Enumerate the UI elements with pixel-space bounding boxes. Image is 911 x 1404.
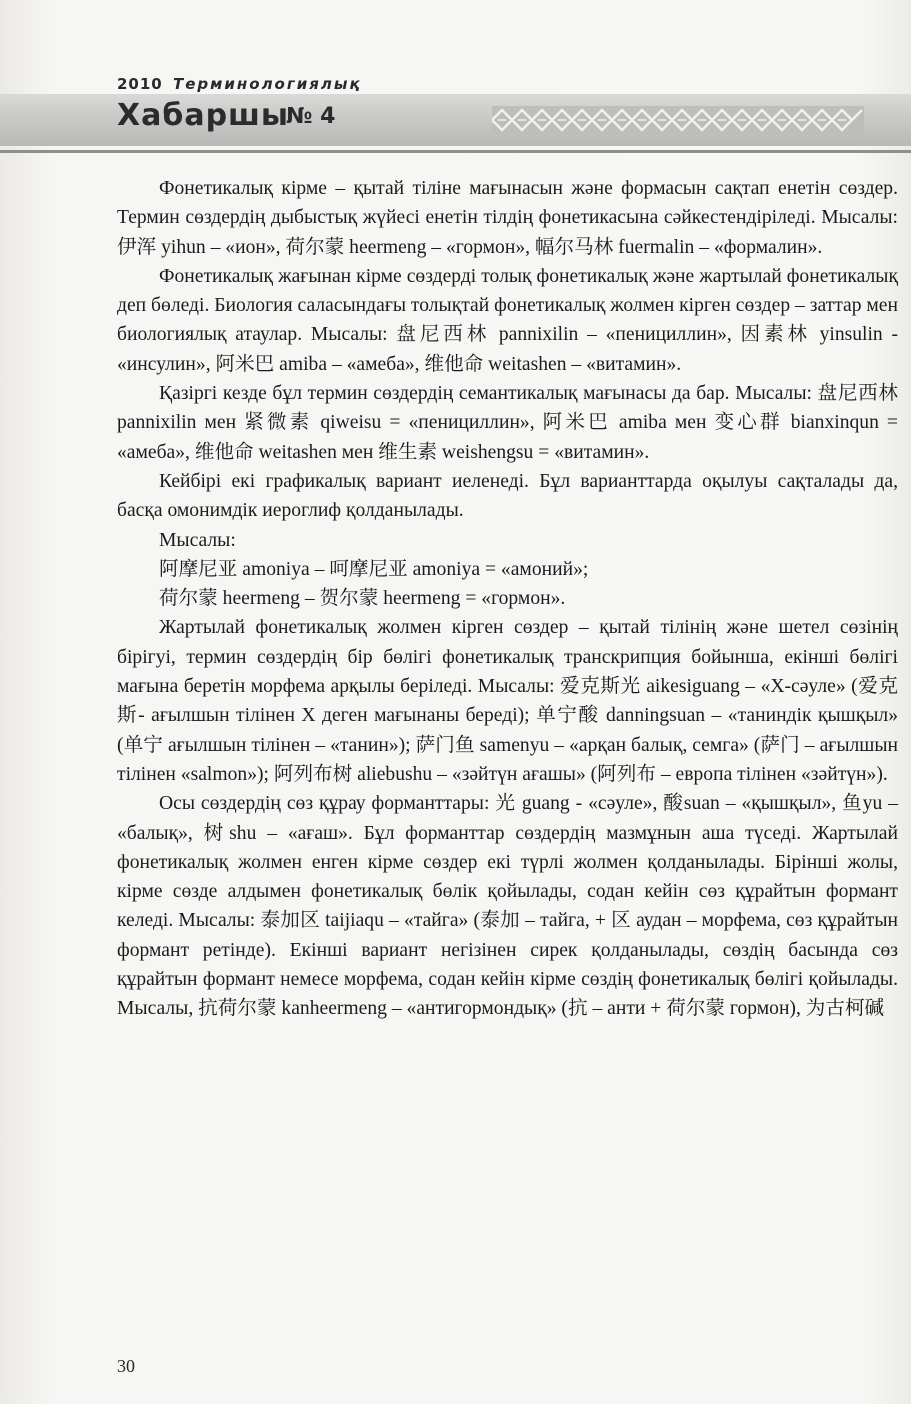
paragraph-semantic-meaning: Қазіргі кезде бұл термин сөздердің семантикалық мағынасы да бар. Мысалы: 盘尼西林 pannixilin мен 紧微素 qiweisu = «пенициллин», 阿米巴 amiba мен 变心群 bianxinqun = «амеба», 维他命 weitashen мен 维生素 weishengsu = «витамин». [117,383,898,463]
article-body [117,174,898,1024]
paragraph-formants: Осы сөздердің сөз құрау форманттары: 光 guang - «сәуле», 酸suan – «қышқыл», 鱼yu – «балық», 树shu – «ағаш». Бұл форманттар сөздердің мазмұнын аша түседі. Жартылай фонетикалық жолмен енген кірме сөздер екі түрлі жолмен қолданылады. Бірінші жолы, кірме сөзде алдымен фонетикалық бөлік қойылады, содан кейін сөз құрайтын формант келеді. Мысалы: 泰加区 taijiaqu – «тайга» (泰加 – тайга, + 区 аудан – морфема, сөз құрайтын формант ретінде). Екінші вариант негізінен сирек қолданылады, сөздің басында сөз құрайтын формант немесе морфема, содан кейін кірме сөздің фонетикалық бөлігі қойылады. Мысалы, 抗荷尔蒙 kanheermeng – «антигормондық» (抗 – анти + 荷尔蒙 гормон), 为古柯碱 [117,793,898,1020]
journal-year-line [117,75,362,93]
paragraph-partial-phonetic: Жартылай фонетикалық жолмен кірген сөздер – қытай тілінің және шетел сөзінің бірігуі, термин сөздердің бір бөлігі фонетикалық транскрипция бойынша, екінші бөлігі мағына беретін морфема арқылы беріледі. Мысалы: 爱克斯光 aikesiguang – «Х-сәуле» (爱克斯- ағылшын тілінен Х деген мағынаны береді); 单宁酸 danningsuan – «таниндік қышқыл» (单宁 ағылшын тілінен – «танин»); 萨门鱼 samenyu – «арқан балық, семга» (萨门 – ағылшын тілінен «salmon»); 阿列布树 aliebushu – «зәйтүн ағашы» (阿列布 – европа тілінен «зәйтүн»). [117,617,898,785]
paragraph-example-hormone: 荷尔蒙 heermeng – 贺尔蒙 heermeng = «гормон». [159,588,566,610]
header-rule [0,150,911,153]
journal-header [0,70,911,160]
paragraph-example-ammonia: 阿摩尼亚 amoniya – 呵摩尼亚 amoniya = «амоний»; [159,558,589,580]
ornament-pattern-icon [492,106,864,134]
journal-name-line: Терминологиялық [172,75,362,93]
journal-year: 2010 [117,75,163,93]
journal-title: Хабаршы [117,98,290,133]
page-number: 30 [117,1356,135,1376]
paragraph-graphic-variants: Кейбірі екі графикалық вариант иеленеді. Бұл варианттарда оқылуы сақталады да, басқа омонимдік иероглиф қолданылады. [117,470,898,522]
paragraph-full-partial: Фонетикалық жағынан кірме сөздерді толық фонетикалық және жартылай фонетикалық деп бөледі. Биология саласындағы толықтай фонетикалық жолмен кірген сөздер – заттар мен биологиялық атаулар. Мысалы: 盘尼西林 pannixilin – «пенициллин», 因素林 yinsulin - «инсулин», 阿米巴 amiba – «амеба», 维他命 weitashen – «витамин». [117,265,898,375]
issue-number: № 4 [286,104,336,129]
paragraph-phonetic-loans: Фонетикалық кірме – қытай тіліне мағынасын және формасын сақтап енетін сөздер. Термин сөздердің дыбыстық жүйесі енетін тілдің фонетикасына сәйкестендіріледі. Мысалы: 伊浑 yihun – «ион», 荷尔蒙 heermeng – «гормон», 幅尔马林 fuermalin – «формалин». [117,178,898,258]
paragraph-example-label: Мысалы: [159,529,236,551]
